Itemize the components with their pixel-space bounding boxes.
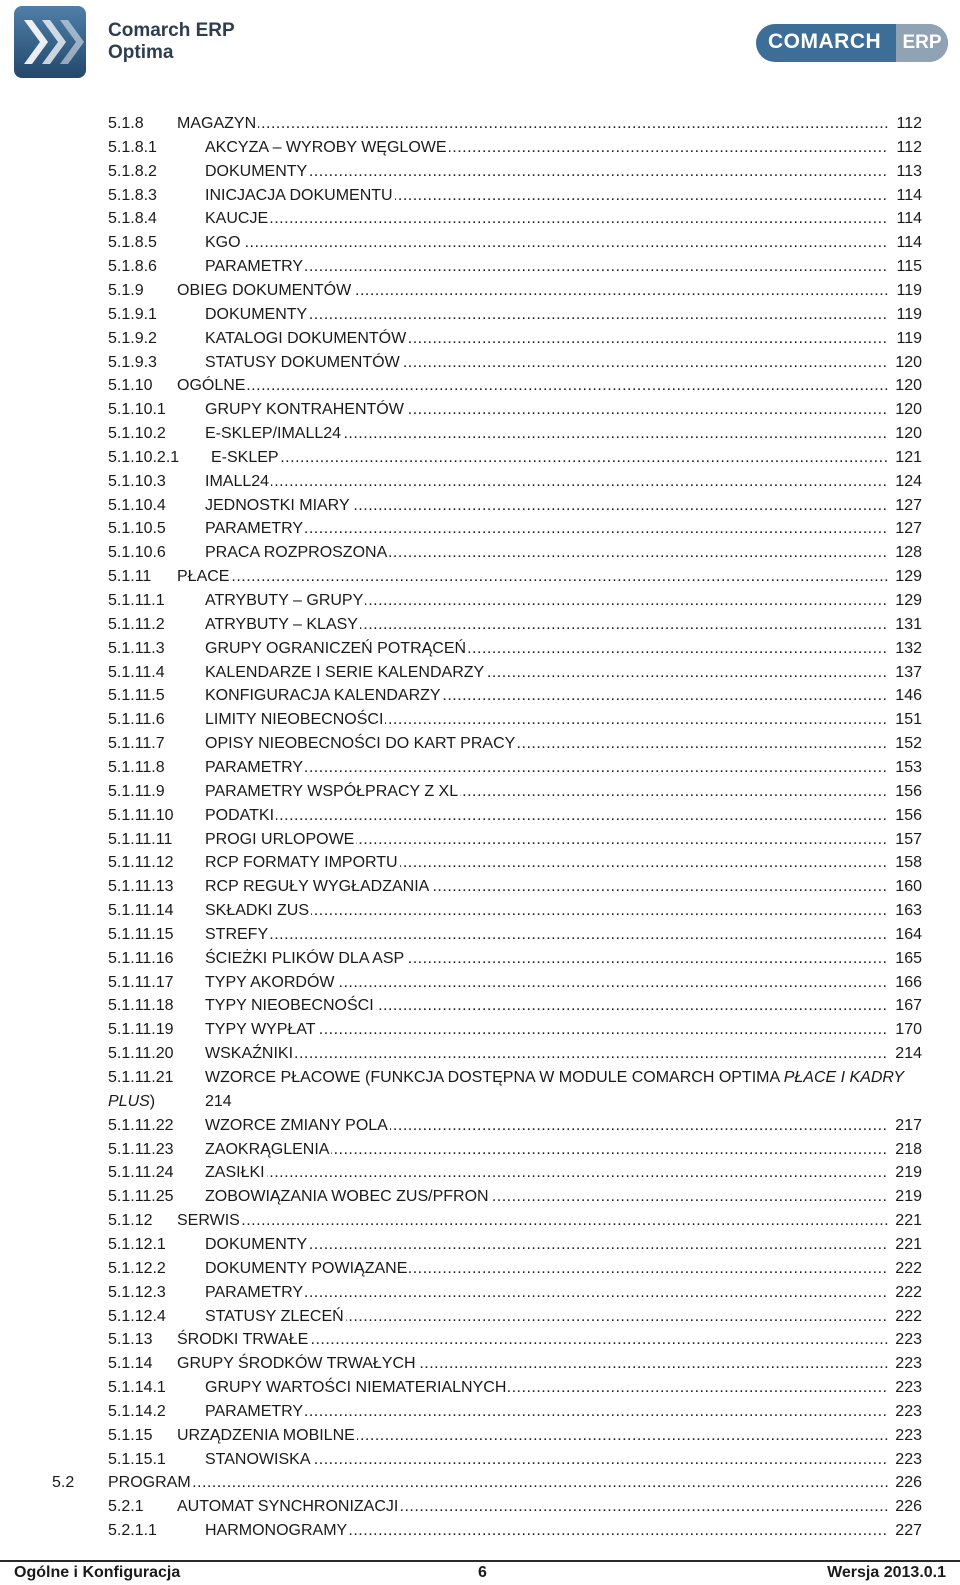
toc-entry-title: KALENDARZE I SERIE KALENDARZY [205,661,486,685]
toc-entry-number: 5.1.12.3 [108,1283,166,1301]
toc-entry[interactable] [0,780,922,804]
toc-entry[interactable] [0,1185,922,1209]
toc-entry-page: 221 [888,1209,922,1233]
toc-entry-number: 5.2.1 [108,1498,144,1516]
toc-entry-page: 131 [888,613,922,637]
toc-entry-title-italic: PŁACE I KADRY [783,1069,905,1086]
toc-entry-page: 166 [888,971,922,995]
page-footer [0,1560,960,1585]
toc-entry[interactable] [0,1305,922,1329]
toc-entry[interactable] [0,1042,922,1066]
toc-entry-number: 5.1.12.4 [108,1307,166,1325]
toc-entry-title: TYPY WYPŁAT [205,1018,318,1042]
toc-entry-number: 5.1.11.3 [108,639,165,657]
toc-entry-title: E-SKLEP [211,446,281,470]
toc-entry-page: 114 [888,207,922,231]
toc-entry-title [205,1066,906,1090]
toc-entry[interactable] [0,1233,922,1257]
toc-entry-page: 115 [888,255,922,279]
toc-entry-number: 5.1.10.1 [108,401,166,419]
toc-entry[interactable] [0,517,922,541]
toc-entry-title: TYPY NIEOBECNOŚCI [205,994,376,1018]
toc-entry-title: ZAOKRĄGLENIA [205,1138,331,1162]
toc-entry-page: 222 [888,1257,922,1281]
toc-entry-title: OBIEG DOKUMENTÓW [177,279,353,303]
toc-entry-page: 119 [888,303,922,327]
toc-entry-number: 5.1.11.21 [108,1069,174,1086]
comarch-erp-logo [756,24,948,62]
toc-dot-leader [205,804,888,828]
toc-entry-number: 5.1.11.10 [108,806,174,824]
toc-entry-title: WZORCE ZMIANY POLA [205,1114,390,1138]
toc-entry[interactable] [0,398,922,422]
toc-entry-page: 128 [888,541,922,565]
toc-entry-title: AUTOMAT SYNCHRONIZACJI [177,1495,400,1519]
toc-entry-number: 5.1.13 [108,1331,153,1349]
toc-entry-number: 5.1.11.1 [108,592,165,609]
toc-entry-number: 5.1.11.13 [108,878,174,896]
toc-entry-page: 164 [888,923,922,947]
toc-entry[interactable] [0,756,922,780]
toc-entry-number: 5.1.11.18 [108,997,174,1015]
toc-entry-title: ZOBOWIĄZANIA WOBEC ZUS/PFRON [205,1185,491,1209]
toc-entry[interactable] [0,1161,922,1185]
toc-entry-title: SERWIS [177,1209,242,1233]
toc-entry[interactable] [0,422,922,446]
toc-entry-page: 153 [888,756,922,780]
toc-dot-leader [205,231,888,255]
toc-entry[interactable] [0,1376,922,1400]
toc-entry-page: 129 [888,589,922,613]
toc-entry-number: 5.2.1.1 [108,1522,157,1540]
toc-entry-page: 226 [888,1471,922,1495]
toc-entry-page: 219 [888,1185,922,1209]
footer-page-number: 6 [478,1564,487,1581]
toc-entry[interactable] [0,1018,922,1042]
toc-entry-number: 5.1.12 [108,1212,153,1230]
toc-entry-page: 127 [888,517,922,541]
toc-dot-leader [108,1471,888,1495]
toc-entry-number: 5.1.15.1 [108,1450,166,1468]
toc-entry-number: 5.1.11.12 [108,854,174,872]
toc-entry-title-italic-cont: PLUS [108,1092,150,1110]
toc-entry-number: 5.1.8.1 [108,138,157,156]
toc-entry-title: PARAMETRY [205,1400,305,1424]
toc-entry-number: 5.1.11.23 [108,1140,174,1158]
toc-entry-number: 5.1.8.3 [108,186,157,204]
brand-line-1: Comarch ERP [108,20,235,41]
toc-entry[interactable] [0,1448,922,1472]
toc-entry[interactable] [0,1400,922,1424]
toc-entry-title-part: WZORCE PŁACOWE (FUNKCJA DOSTĘPNA W MODULE COMARCH OPTIMA [205,1069,784,1086]
toc-entry[interactable] [0,1519,922,1543]
brand-line-2: Optima [108,42,174,63]
toc-entry-title-close: ) [149,1092,156,1110]
toc-dot-leader [205,1161,888,1185]
toc-entry[interactable] [0,994,922,1018]
toc-entry-title: ATRYBUTY – GRUPY [205,589,365,613]
toc-entry-title: E-SKLEP/IMALL24 [205,422,343,446]
toc-entry[interactable] [0,446,922,470]
toc-entry-number: 5.1.9 [108,281,144,299]
toc-entry-title: PROGRAM [108,1471,193,1495]
toc-entry-title: DOKUMENTY [205,160,309,184]
toc-entry-number: 5.1.11.17 [108,973,174,991]
toc-entry-title: STATUSY ZLECEŃ [205,1305,346,1329]
toc-dot-leader [177,112,888,136]
comarch-logo-word: COMARCH [768,30,882,53]
toc-entry[interactable] [0,327,922,351]
toc-entry-title: ATRYBUTY – KLASY [205,613,360,637]
toc-entry[interactable] [0,708,922,732]
toc-entry-title: HARMONOGRAMY [205,1519,349,1543]
toc-entry-title: URZĄDZENIA MOBILNE [177,1424,357,1448]
toc-entry-continuation[interactable] [0,1090,922,1114]
toc-entry-page: 120 [888,374,922,398]
toc-entry[interactable] [0,947,922,971]
toc-entry-page: 221 [888,1233,922,1257]
toc-entry[interactable] [0,1257,922,1281]
toc-entry-number: 5.1.11 [108,568,152,586]
toc-entry-title: ŚCIEŻKI PLIKÓW DLA ASP [205,947,406,971]
toc-entry-page: 127 [888,494,922,518]
toc-entry-page: 156 [888,804,922,828]
toc-entry[interactable] [0,1424,922,1448]
chevron-logo-icon [14,6,86,78]
toc-entry-page: 223 [888,1352,922,1376]
toc-entry-number: 5.1.10.6 [108,544,166,562]
toc-entry-title: AKCYZA – WYROBY WĘGLOWE [205,136,449,160]
toc-entry-number: 5.1.11.2 [108,615,165,633]
toc-entry-number: 5.1.11.22 [108,1116,174,1134]
toc-entry[interactable] [0,637,922,661]
toc-entry[interactable] [0,303,922,327]
toc-entry-page: 156 [888,780,922,804]
toc-entry-title: RCP FORMATY IMPORTU [205,851,400,875]
toc-entry[interactable] [0,351,922,375]
toc-entry[interactable] [0,1352,922,1376]
toc-entry-title: ŚRODKI TRWAŁE [177,1328,310,1352]
toc-dot-leader [205,1042,888,1066]
toc-entry-title: SKŁADKI ZUS [205,899,311,923]
toc-entry-page: 223 [888,1376,922,1400]
toc-entry-page: 222 [888,1305,922,1329]
toc-dot-leader [205,470,888,494]
toc-entry-number: 5.1.12.2 [108,1259,166,1277]
toc-entry-title-continued [108,1090,155,1114]
toc-entry-page: 113 [888,160,922,184]
toc-entry[interactable] [0,875,922,899]
toc-entry-page: 223 [888,1448,922,1472]
toc-entry-number: 5.1.9.2 [108,329,157,347]
toc-entry-number: 5.1.11.6 [108,711,165,729]
toc-entry-title: PARAMETRY [205,517,305,541]
toc-entry-title: GRUPY WARTOŚCI NIEMATERIALNYCH [205,1376,508,1400]
toc-dot-leader [177,1209,888,1233]
toc-entry-page: 114 [888,184,922,208]
toc-entry[interactable] [0,541,922,565]
toc-entry[interactable] [0,1138,922,1162]
toc-entry-number: 5.1.11.16 [108,949,174,967]
toc-dot-leader [205,756,888,780]
toc-entry-page: 165 [888,947,922,971]
toc-entry-number: 5.1.11.24 [108,1164,174,1182]
toc-entry[interactable] [0,971,922,995]
toc-entry-page: 146 [888,684,922,708]
toc-entry-page: 124 [888,470,922,494]
toc-entry[interactable] [0,565,922,589]
toc-entry-title: GRUPY ŚRODKÓW TRWAŁYCH [177,1352,418,1376]
toc-entry[interactable] [0,1209,922,1233]
toc-entry-number: 5.1.14.1 [108,1379,166,1397]
toc-entry-title: PŁACE [177,565,231,589]
toc-entry[interactable] [0,1328,922,1352]
toc-entry[interactable] [0,899,922,923]
toc-entry-page: 222 [888,1281,922,1305]
toc-entry-number: 5.1.10.5 [108,520,166,538]
toc-dot-leader [205,923,888,947]
toc-entry-number: 5.1.11.5 [108,687,165,705]
toc-entry-page: 226 [888,1495,922,1519]
toc-entry-page: 214 [205,1092,232,1110]
toc-entry-page: 120 [888,422,922,446]
toc-entry[interactable] [0,828,922,852]
toc-entry-title: OPISY NIEOBECNOŚCI DO KART PRACY [205,732,517,756]
toc-entry[interactable] [0,184,922,208]
toc-entry-title: PRACA ROZPROSZONA [205,541,389,565]
toc-entry[interactable] [0,1471,922,1495]
toc-entry[interactable] [0,279,922,303]
toc-entry-title: DOKUMENTY [205,303,309,327]
toc-dot-leader [205,207,888,231]
toc-entry[interactable] [0,1281,922,1305]
toc-entry-title: STREFY [205,923,270,947]
toc-entry-number: 5.1.8.5 [108,234,157,252]
toc-entry[interactable] [0,661,922,685]
toc-entry[interactable] [0,374,922,398]
toc-entry[interactable] [0,470,922,494]
toc-entry-title: DOKUMENTY [205,1233,309,1257]
toc-entry-title: ZASIŁKI [205,1161,267,1185]
toc-entry-number: 5.1.10.2 [108,425,166,443]
toc-entry[interactable] [0,684,922,708]
toc-entry-page: 119 [888,327,922,351]
toc-dot-leader [205,517,888,541]
toc-entry-title: OGÓLNE [177,374,247,398]
toc-entry-title: MAGAZYN [177,112,258,136]
toc-entry-title: IMALL24 [205,470,271,494]
toc-entry-page: 152 [888,732,922,756]
toc-entry-title: GRUPY OGRANICZEŃ POTRĄCEŃ [205,637,468,661]
toc-entry-page: 223 [888,1424,922,1448]
toc-entry-number: 5.1.10 [108,377,153,395]
toc-entry-number: 5.1.9.1 [108,305,157,323]
toc-entry-number: 5.1.9.3 [108,353,157,371]
toc-entry[interactable] [0,732,922,756]
toc-entry[interactable] [0,494,922,518]
toc-entry-number: 5.1.11.25 [108,1188,174,1206]
toc-entry-number: 5.1.11.9 [108,782,165,800]
toc-entry-title: PARAMETRY [205,255,305,279]
toc-entry-title: STATUSY DOKUMENTÓW [205,351,402,375]
toc-entry-number: 5.1.11.7 [108,735,165,753]
toc-entry[interactable] [0,1495,922,1519]
toc-dot-leader [205,1400,888,1424]
toc-dot-leader [177,374,888,398]
toc-entry-page: 217 [888,1114,922,1138]
toc-entry-title: PARAMETRY [205,756,305,780]
toc-entry-number: 5.1.8.6 [108,258,157,276]
toc-entry[interactable] [0,804,922,828]
page-header [0,0,960,95]
toc-entry-title: GRUPY KONTRAHENTÓW [205,398,406,422]
toc-entry[interactable] [0,1114,922,1138]
toc-entry-page: 167 [888,994,922,1018]
toc-entry-number: 5.1.10.3 [108,472,166,490]
toc-dot-leader [177,565,888,589]
toc-entry-title: KATALOGI DOKUMENTÓW [205,327,408,351]
toc-entry-number: 5.1.11.11 [108,830,173,848]
toc-entry[interactable] [0,851,922,875]
toc-entry-number: 5.1.11.15 [108,925,174,943]
footer-section-title: Ogólne i Konfiguracja [14,1564,181,1581]
toc-entry-page: 223 [888,1400,922,1424]
toc-dot-leader [205,255,888,279]
toc-entry[interactable] [0,136,922,160]
toc-entry-title: LIMITY NIEOBECNOŚCI [205,708,385,732]
toc-entry-page: 170 [888,1018,922,1042]
toc-entry-number: 5.1.8.4 [108,210,157,228]
toc-entry-number: 5.1.14.2 [108,1402,166,1420]
toc-entry-title: PROGI URLOPOWE [205,828,356,852]
toc-entry-page: 120 [888,351,922,375]
toc-entry-title: RCP REGUŁY WYGŁADZANIA [205,875,431,899]
toc-entry-title: INICJACJA DOKUMENTU [205,184,395,208]
toc-entry-page: 160 [888,875,922,899]
toc-entry-number: 5.1.11.8 [108,758,165,776]
toc-entry-page: 151 [888,708,922,732]
toc-entry-page: 129 [888,565,922,589]
toc-entry-title: TYPY AKORDÓW [205,971,337,995]
toc-entry-number: 5.1.8 [108,115,144,132]
toc-entry-title: PARAMETRY [205,1281,305,1305]
toc-entry-title: STANOWISKA [205,1448,313,1472]
toc-entry-number: 5.1.10.4 [108,496,166,514]
footer-version: Wersja 2013.0.1 [827,1564,946,1581]
toc-entry[interactable] [0,112,922,136]
toc-entry[interactable] [0,1066,922,1090]
toc-entry-number: 5.1.10.2.1 [108,448,180,466]
toc-entry-page: 120 [888,398,922,422]
toc-entry-page: 163 [888,899,922,923]
toc-entry-page: 214 [888,1042,922,1066]
toc-entry-number: 5.2 [52,1474,75,1492]
toc-entry[interactable] [0,231,922,255]
toc-entry-number: 5.1.11.4 [108,663,165,681]
toc-entry-page: 114 [888,231,922,255]
toc-entry-page: 119 [888,279,922,303]
toc-entry-page: 137 [888,661,922,685]
toc-entry-page: 218 [888,1138,922,1162]
toc-entry-number: 5.1.11.19 [108,1021,174,1039]
toc-entry-page: 132 [888,637,922,661]
toc-entry[interactable] [0,207,922,231]
erp-logo-badge: ERP [896,24,948,62]
toc-entry-page: 157 [888,828,922,852]
toc-entry-title: KAUCJE [205,207,270,231]
toc-entry-number: 5.1.15 [108,1426,153,1444]
toc-entry-title: DOKUMENTY POWIĄZANE [205,1257,409,1281]
toc-entry-page: 112 [888,136,922,160]
brand-title [108,20,235,64]
toc-entry[interactable] [0,589,922,613]
toc-entry-title: PARAMETRY WSPÓŁPRACY Z XL [205,780,460,804]
toc-entry-title: KONFIGURACJA KALENDARZY [205,684,443,708]
toc-entry-number: 5.1.14 [108,1355,153,1373]
toc-entry-page: 223 [888,1328,922,1352]
toc-entry-page: 112 [888,112,922,136]
toc-entry[interactable] [0,160,922,184]
toc-entry-page: 121 [888,446,922,470]
toc-dot-leader [211,446,888,470]
toc-entry-number: 5.1.11.14 [108,902,174,920]
toc-entry-title: PODATKI [205,804,276,828]
toc-entry[interactable] [0,255,922,279]
toc-entry[interactable] [0,923,922,947]
toc-entry-title: JEDNOSTKI MIARY [205,494,352,518]
toc-entry-number: 5.1.12.1 [108,1235,166,1253]
toc-entry-number: 5.1.8.2 [108,162,157,180]
toc-entry-page: 158 [888,851,922,875]
toc-entry[interactable] [0,613,922,637]
toc-entry-number: 5.1.11.20 [108,1045,174,1063]
toc-dot-leader [205,1281,888,1305]
toc-entry-page: 219 [888,1161,922,1185]
toc-entry-title: KGO [205,231,243,255]
toc-entry-title: WSKAŹNIKI [205,1042,295,1066]
toc-entry-page: 227 [888,1519,922,1543]
